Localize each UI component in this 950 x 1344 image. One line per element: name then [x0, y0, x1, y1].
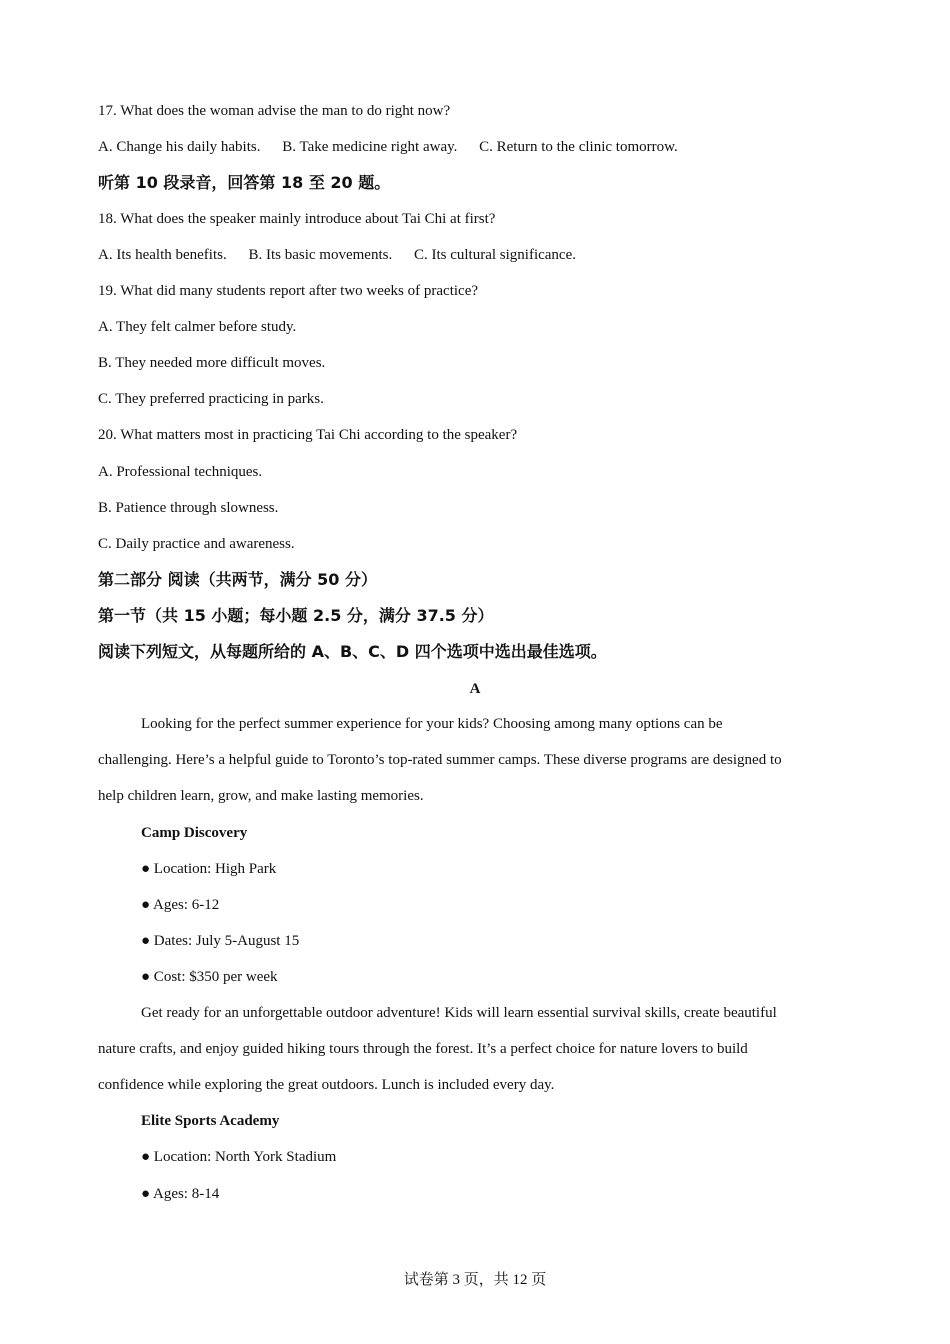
option-a: A. Its health benefits. — [98, 247, 227, 263]
option-c: C. Daily practice and awareness. — [98, 536, 295, 552]
camp-detail-location: ● Location: North York Stadium — [141, 1149, 337, 1165]
camp-discovery-heading: Camp Discovery — [141, 825, 248, 841]
option-c: C. They preferred practicing in parks. — [98, 391, 324, 407]
option-b: B. Patience through slowness. — [98, 500, 279, 516]
camp-desc-line-2: nature crafts, and enjoy guided hiking tours through the forest. It’s a perfect choice for nature lovers to build — [98, 1041, 748, 1057]
camp-desc-line-1: Get ready for an unforgettable outdoor adventure! Kids will learn essential survival skills, create beautiful — [141, 1005, 777, 1021]
camp-detail-ages: ● Ages: 8-14 — [141, 1186, 220, 1202]
camp-detail-ages: ● Ages: 6-12 — [141, 897, 220, 913]
option-b: B. They needed more difficult moves. — [98, 355, 326, 371]
elite-sports-heading: Elite Sports Academy — [141, 1113, 280, 1129]
passage-letter: A — [469, 681, 481, 697]
part2-title: 第二部分 阅读（共两节，满分 50 分） — [98, 570, 377, 589]
option-a: A. Change his daily habits. — [98, 139, 261, 155]
question-18: 18. What does the speaker mainly introduce about Tai Chi at first? — [98, 211, 496, 227]
part2-instruction: 阅读下列短文，从每题所给的 A、B、C、D 四个选项中选出最佳选项。 — [98, 642, 607, 661]
camp-detail-location: ● Location: High Park — [141, 861, 277, 877]
question-17-options — [98, 137, 678, 157]
section-10-heading: 听第 10 段录音，回答第 18 至 20 题。 — [98, 173, 391, 192]
option-c: C. Its cultural significance. — [413, 247, 576, 263]
question-17: 17. What does the woman advise the man to do right now? — [98, 103, 451, 119]
option-c: C. Return to the clinic tomorrow. — [479, 139, 678, 155]
option-a: A. Professional techniques. — [98, 464, 263, 480]
option-b: B. Its basic movements. — [248, 247, 393, 263]
page-footer: 试卷第 3 页，共 12 页 — [403, 1272, 547, 1288]
question-18-options — [98, 245, 576, 265]
camp-desc-line-3: confidence while exploring the great outdoors. Lunch is included every day. — [98, 1077, 555, 1093]
question-19: 19. What did many students report after two weeks of practice? — [98, 283, 479, 299]
passage-intro-line-3: help children learn, grow, and make lasting memories. — [98, 788, 424, 804]
passage-intro-line-1: Looking for the perfect summer experience for your kids? Choosing among many options can be — [141, 716, 723, 732]
part2-section1: 第一节（共 15 小题；每小题 2.5 分，满分 37.5 分） — [98, 606, 494, 625]
option-a: A. They felt calmer before study. — [98, 319, 297, 335]
passage-intro-line-2: challenging. Here’s a helpful guide to Toronto’s top-rated summer camps. These diverse programs are designed to — [98, 752, 782, 768]
question-20: 20. What matters most in practicing Tai Chi according to the speaker? — [98, 427, 518, 443]
camp-detail-cost: ● Cost: $350 per week — [141, 969, 278, 985]
camp-detail-dates: ● Dates: July 5-August 15 — [141, 933, 300, 949]
option-b: B. Take medicine right away. — [282, 139, 458, 155]
